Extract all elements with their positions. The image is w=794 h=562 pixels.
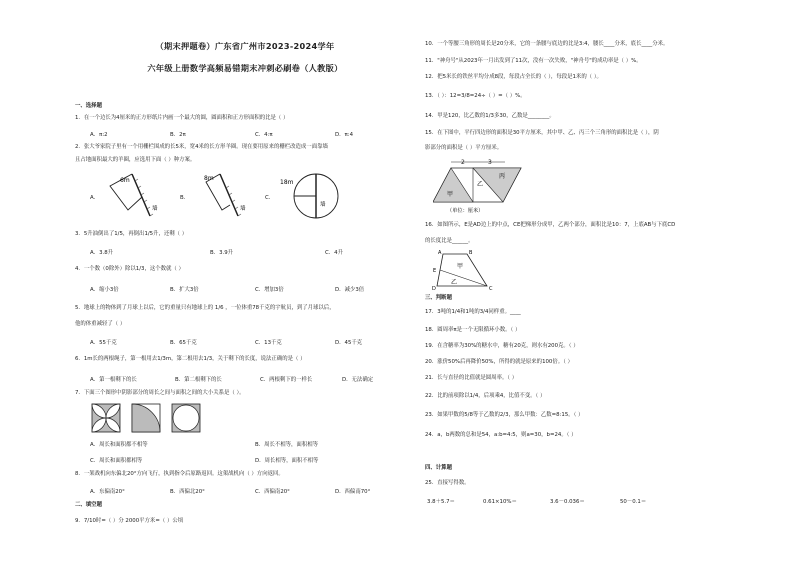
- q2b-length-label: 8m: [204, 175, 214, 182]
- q4-option-c: C．增加3倍: [255, 287, 284, 293]
- question-24: 24．a，b两数的总和是54，a:b=4:5，则a=30，b=24。（ ）: [425, 432, 577, 438]
- question-5-line2: 他的体重减轻了（ ）: [75, 321, 126, 327]
- question-2-line1: 2．张大爷家院子里有一个用栅栏围成的长5米，宽4米的长方形羊圈。现在要用原来的栅栏改造成一面靠墙: [75, 144, 328, 150]
- q1-option-a: A．π:2: [90, 132, 108, 138]
- q16-vertex-d: D: [432, 286, 436, 292]
- q5-option-b: B．65千克: [170, 340, 197, 346]
- question-6: 6．1m长的两根绳子，第一根用去1/3m，第二根用去1/3，关于剩下的长度，说法正确的是（ ）: [75, 356, 306, 362]
- q3-option-b: B．3.9升: [210, 250, 234, 256]
- q16-label-yi: 乙: [451, 279, 458, 286]
- q5-option-a: A．55千克: [90, 340, 117, 346]
- question-21: 21．长与直径的比值就是圆周率。（ ）: [425, 375, 518, 381]
- question-2-line2: 且占地面积最大的羊圈，应选用下面（ ）种方案。: [75, 157, 196, 163]
- q2-figure-a: [102, 172, 162, 222]
- q2-option-b: B．: [180, 195, 190, 201]
- question-10: 10．一个等腰三角形的周长是20分米，它的一条腰与底边的比是3:4，腰长____分米，底长____分米。: [425, 41, 669, 47]
- q4-option-a: A．缩小3倍: [90, 287, 119, 293]
- question-5-line1: 5．地球上的物体到了月球上以后，它的重量只有地球上的 1/6 ，一位体重78千克的宇航员，到了月球以后，: [75, 305, 335, 311]
- q7-shapes-figure: [90, 402, 210, 436]
- section-fill-blank: 二、填空题: [75, 502, 102, 508]
- q2-option-a: A．: [90, 195, 100, 201]
- question-16-line1: 16．如图所示，E是AD边上的中点，CE把梯形分成甲，乙两个部分，面积比是10：7，上底AB与下底CD: [425, 222, 676, 228]
- question-1: 1．在一个边长为4厘米的正方形纸片内画一个最大的圆，圆面积和正方形面积的比是（ ）: [75, 115, 289, 121]
- q1-option-d: D．π:4: [335, 132, 354, 138]
- section-choice: 一、选择题: [75, 103, 102, 109]
- q7-option-c: C．周长和面积都相等: [90, 458, 143, 464]
- q8-option-a: A．东偏南20°: [90, 489, 125, 495]
- q25-item-2: 0.61×10%＝: [483, 499, 517, 505]
- question-16-line2: 的长度比是______。: [425, 238, 474, 244]
- question-25: 25．直接写得数。: [425, 480, 470, 486]
- exam-title-line1: （期末押题卷）广东省广州市2023-2024学年: [155, 41, 335, 51]
- q8-option-d: D．西偏南70°: [335, 489, 371, 495]
- q2b-wall-label: 墙: [240, 206, 246, 212]
- q15-top-label-2: 2: [461, 159, 465, 166]
- q16-vertex-b: B: [469, 250, 473, 256]
- q2a-length-label: 6m: [120, 177, 130, 184]
- section-true-false: 三、判断题: [425, 295, 452, 301]
- q4-option-b: B．扩大3倍: [170, 287, 199, 293]
- q6-option-a: A．第一根剩下的长: [90, 377, 137, 383]
- q8-option-b: B．西偏北20°: [170, 489, 205, 495]
- question-18: 18．圆周率π是一个无限循环小数。（ ）: [425, 327, 521, 333]
- question-15-line1: 15．在下图中，平行四边形的面积是30平方厘米，其中甲、乙、丙三个三角形的面积比是（ ），阴: [425, 130, 659, 136]
- q25-item-4: 50－0.1＝: [620, 499, 647, 505]
- question-7: 7．下面三个图形中阴影部分的周长之间与面积之间的大小关系是（ ）。: [75, 390, 245, 396]
- q16-vertex-c: C: [489, 286, 493, 292]
- q16-trapezoid-figure: [429, 248, 499, 292]
- q7-option-b: B．周长不相等，面积相等: [255, 442, 318, 448]
- q15-parallelogram-figure: [433, 156, 533, 218]
- question-15-line2: 影部分的面积是（ ）平方厘米。: [425, 145, 503, 151]
- q1-option-c: C．4:π: [255, 132, 273, 138]
- q2a-wall-label: 墙: [152, 206, 158, 212]
- q15-top-label-3: 3: [488, 159, 492, 166]
- question-17: 17．3吨的1/4和1吨的3/4同样重。____: [425, 309, 521, 315]
- q25-item-1: 3.8＋5.7＝: [427, 499, 455, 505]
- q3-option-c: C．4升: [325, 250, 343, 256]
- question-12: 12．把5米长的铁丝平均分成8段，每段占全长的（ ），每段是1米的（ ）。: [425, 74, 602, 80]
- q2-figure-c: [278, 172, 348, 222]
- question-3: 3．5升油倒出了1/5，再倒出1/5升，还剩（ ）: [75, 231, 188, 237]
- exam-title-line2: 六年级上册数学高频易错期末冲刺必刷卷（人教版）: [147, 63, 343, 73]
- question-13: 13．（ ）：12=3/8=24÷（ ）=（ ）%。: [425, 93, 526, 99]
- question-9: 9．7/10时=（ ）分 2000平方米=（ ）公顷: [75, 518, 184, 524]
- q6-option-d: D．无法确定: [342, 377, 374, 383]
- q16-vertex-e: E: [433, 268, 437, 274]
- q15-unit-label: （单位：厘米）: [447, 208, 484, 214]
- q3-option-a: A．3.8升: [90, 250, 114, 256]
- q5-option-d: D．45千克: [335, 340, 363, 346]
- question-19: 19．在含糖率为30%的糖水中，糖有20克，则水有200克。（ ）: [425, 343, 579, 349]
- question-11: 11．"神舟号"从2023年一月出发到了11次，没有一次失败，"神舟号"的成功率是（ ）%。: [425, 58, 642, 64]
- question-22: 22．比的前项除以1/4，后项乘4，比值不变。（ ）: [425, 393, 546, 399]
- q5-option-c: C．13千克: [255, 340, 282, 346]
- q15-label-jia: 甲: [447, 191, 454, 198]
- q7-option-d: D．周长相等，面积不相等: [255, 458, 319, 464]
- q2-option-c: C．: [265, 195, 275, 201]
- section-calculation: 四、计算题: [425, 465, 452, 471]
- q15-label-bing: 丙: [499, 173, 506, 180]
- q6-option-c: C．两根剩下的一样长: [260, 377, 313, 383]
- q8-option-c: C．西偏南20°: [255, 489, 290, 495]
- q1-option-b: B．2π: [170, 132, 186, 138]
- q2-figure-b: [190, 172, 250, 222]
- q16-label-jia: 甲: [457, 263, 464, 270]
- question-23: 23．如果甲数的5/8等于乙数的2/3，那么甲数：乙数=8:15。（ ）: [425, 412, 584, 418]
- q2c-wall-label: 墙: [320, 202, 326, 208]
- q2c-length-label: 18m: [280, 179, 294, 186]
- question-20: 20．涨价50%后再降价50%，所得的就是原来的100倍。（ ）: [425, 359, 573, 365]
- q25-item-3: 3.6－0.036＝: [550, 499, 585, 505]
- question-4: 4．一个数（0除外）除以1/3，这个数就（ ）: [75, 266, 184, 272]
- q15-label-yi: 乙: [477, 181, 484, 188]
- q6-option-b: B．第二根剩下的长: [175, 377, 222, 383]
- q4-option-d: D．减少3倍: [335, 287, 365, 293]
- question-14: 14．甲是120，比乙数的1/3多30，乙数是________。: [425, 113, 555, 119]
- question-8: 8．一架战机向东偏北20°方向飞行，执到指令后原路返回。这架战机向（ ）方向返回。: [75, 471, 284, 477]
- q16-vertex-a: A: [438, 250, 442, 256]
- q7-option-a: A．周长和面积都不相等: [90, 442, 148, 448]
